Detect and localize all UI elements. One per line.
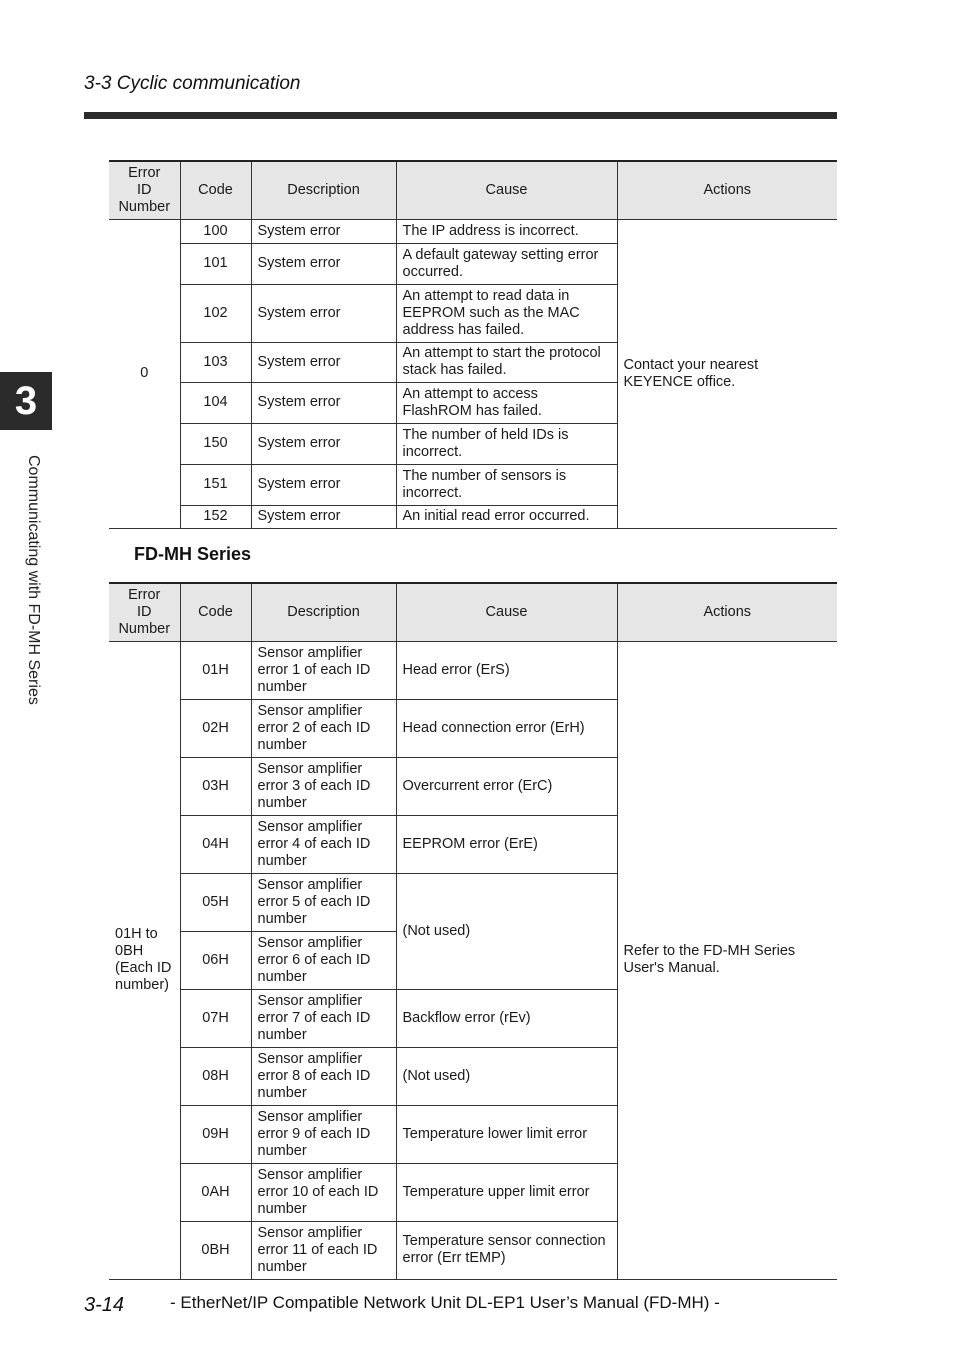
cause-cell: Head connection error (ErH) [396,699,617,757]
code-cell: 102 [180,284,251,342]
code-cell: 03H [180,757,251,815]
code-cell: 101 [180,243,251,284]
error-id-cell: 01H to 0BH (Each ID number) [109,641,180,1279]
header-cause: Cause [396,583,617,641]
description-cell: Sensor amplifier error 7 of each ID number [251,989,396,1047]
code-cell: 09H [180,1105,251,1163]
description-cell: System error [251,284,396,342]
table-row [109,219,837,243]
description-cell: System error [251,243,396,284]
code-cell: 07H [180,989,251,1047]
code-cell: 150 [180,423,251,464]
description-cell: System error [251,464,396,505]
section-title: 3-3 Cyclic communication [84,73,301,94]
cause-cell: Overcurrent error (ErC) [396,757,617,815]
cause-cell: Backflow error (rEv) [396,989,617,1047]
cause-cell: A default gateway setting error occurred. [396,243,617,284]
description-cell: Sensor amplifier error 10 of each ID number [251,1163,396,1221]
header-rule [84,112,837,119]
code-cell: 152 [180,505,251,528]
cause-cell: Temperature lower limit error [396,1105,617,1163]
header-error-id: Error ID Number [109,583,180,641]
header-description: Description [251,161,396,219]
code-cell: 151 [180,464,251,505]
table-row [109,641,837,699]
description-cell: Sensor amplifier error 9 of each ID number [251,1105,396,1163]
header-cause: Cause [396,161,617,219]
cause-cell: An attempt to read data in EEPROM such as the MAC address has failed. [396,284,617,342]
code-cell: 01H [180,641,251,699]
code-cell: 06H [180,931,251,989]
actions-cell: Contact your nearest KEYENCE office. [617,219,837,528]
fd-mh-error-table [109,582,837,1280]
cause-cell: EEPROM error (ErE) [396,815,617,873]
cause-cell: (Not used) [396,1047,617,1105]
code-cell: 103 [180,342,251,382]
description-cell: Sensor amplifier error 1 of each ID number [251,641,396,699]
code-cell: 100 [180,219,251,243]
header-error-id: Error ID Number [109,161,180,219]
header-actions: Actions [617,583,837,641]
header-code: Code [180,161,251,219]
description-cell: Sensor amplifier error 5 of each ID number [251,873,396,931]
code-cell: 0AH [180,1163,251,1221]
description-cell: System error [251,382,396,423]
description-cell: Sensor amplifier error 4 of each ID number [251,815,396,873]
chapter-tab: 3 [0,372,52,430]
code-cell: 0BH [180,1221,251,1279]
header-code: Code [180,583,251,641]
description-cell: Sensor amplifier error 6 of each ID number [251,931,396,989]
description-cell: System error [251,423,396,464]
system-error-table [109,160,837,529]
code-cell: 05H [180,873,251,931]
error-id-cell: 0 [109,219,180,528]
description-cell: Sensor amplifier error 3 of each ID number [251,757,396,815]
cause-cell: Temperature upper limit error [396,1163,617,1221]
header-actions: Actions [617,161,837,219]
cause-cell: The number of held IDs is incorrect. [396,423,617,464]
cause-cell: Head error (ErS) [396,641,617,699]
cause-cell: The number of sensors is incorrect. [396,464,617,505]
cause-cell: The IP address is incorrect. [396,219,617,243]
page-number: 3-14 [84,1294,125,1316]
chapter-side-label: Communicating with FD-MH Series [25,455,42,705]
description-cell: System error [251,505,396,528]
actions-cell: Refer to the FD-MH Series User's Manual. [617,641,837,1279]
description-cell: System error [251,219,396,243]
fd-mh-series-heading: FD-MH Series [134,544,252,564]
description-cell: Sensor amplifier error 11 of each ID number [251,1221,396,1279]
manual-title: - EtherNet/IP Compatible Network Unit DL-EP1 User’s Manual (FD-MH) - [170,1293,720,1312]
code-cell: 04H [180,815,251,873]
cause-cell: An initial read error occurred. [396,505,617,528]
cause-cell: Temperature sensor connection error (Err tEMP) [396,1221,617,1279]
code-cell: 02H [180,699,251,757]
description-cell: Sensor amplifier error 2 of each ID number [251,699,396,757]
description-cell: Sensor amplifier error 8 of each ID number [251,1047,396,1105]
cause-cell: An attempt to access FlashROM has failed. [396,382,617,423]
code-cell: 104 [180,382,251,423]
cause-cell: (Not used) [396,873,617,989]
code-cell: 08H [180,1047,251,1105]
header-description: Description [251,583,396,641]
description-cell: System error [251,342,396,382]
cause-cell: An attempt to start the protocol stack has failed. [396,342,617,382]
